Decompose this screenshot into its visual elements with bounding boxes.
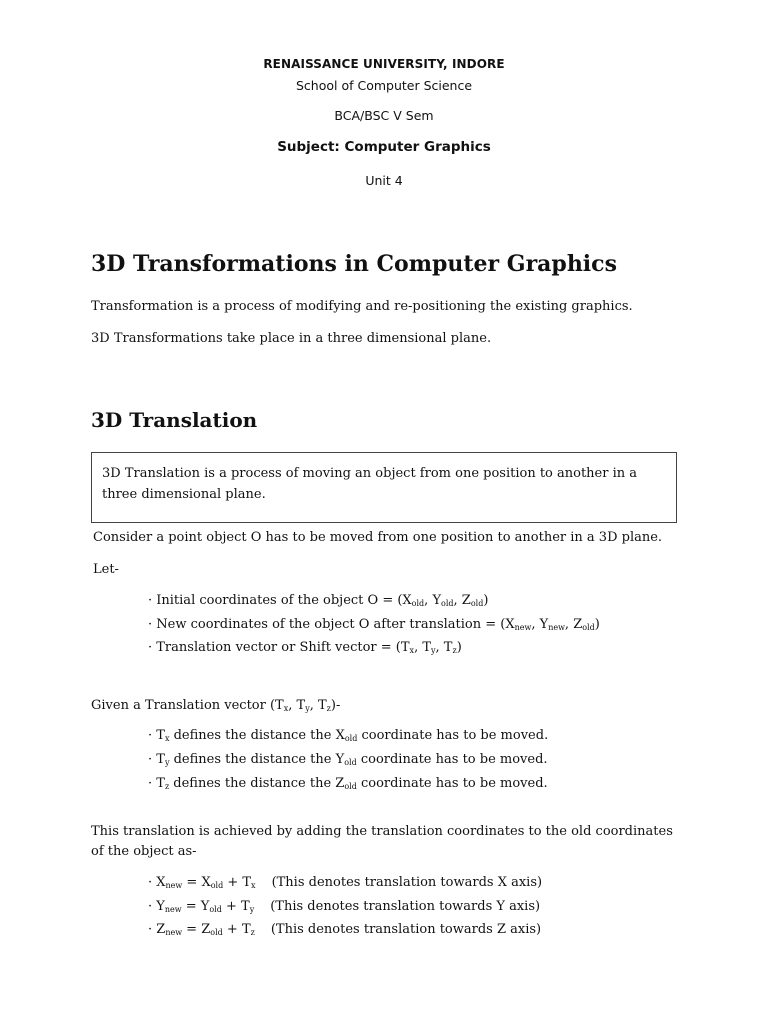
section-title: 3D Translation [91, 408, 258, 432]
list-item-new-coordinates: · New coordinates of the object O after translation = ($X_{new}$, $Y_{new}$, $Z_{old}$) [148, 617, 600, 632]
list-item-translation-vector: · Translation vector or Shift vector = ($T_x$, $T_y$, $T_z$) [148, 640, 462, 655]
intro-paragraph-2: 3D Transformations take place in a three dimensional plane. [91, 331, 492, 346]
equation-y: · $Y_{new} = Y_{old} + T_y$ (This denotes translation towards Y axis) [148, 899, 541, 914]
equation-y-note: (This denotes translation towards Y axis) [270, 899, 541, 914]
let-label: Let- [93, 562, 119, 577]
list-item-tx-definition: · $T_x$ defines the distance the $X_{old}$ coordinate has to be moved. [148, 728, 549, 743]
definition-box [91, 452, 677, 523]
equation-x-note: (This denotes translation towards X axis) [271, 875, 543, 890]
definition-text: 3D Translation is a process of moving an object from one position to another in a three dimensional plane. [102, 466, 638, 502]
subject-name: Subject: Computer Graphics [277, 139, 491, 155]
equation-z-note: (This denotes translation towards Z axis) [270, 922, 542, 937]
unit-label: Unit 4 [365, 173, 403, 188]
equation-z: · $Z_{new} = Z_{old} + T_z$ (This denotes translation towards Z axis) [148, 922, 542, 937]
list-item-tz-definition: · $T_z$ defines the distance the $Z_{old}$ coordinate has to be moved. [148, 776, 548, 791]
consider-paragraph: Consider a point object O has to be moved from one position to another in a 3D plane. [93, 530, 663, 545]
school-name: School of Computer Science [295, 78, 473, 93]
achieved-paragraph: This translation is achieved by adding the translation coordinates to the old coordinates of the object as- [91, 824, 673, 859]
given-paragraph: Given a Translation vector ($T_x$, $T_y$, $T_z)-$ [91, 698, 341, 713]
course-name: BCA/BSC V Sem [334, 108, 434, 123]
equation-x: · $X_{new} = X_{old} + T_x$ (This denotes translation towards X axis) [148, 875, 543, 890]
intro-paragraph-1: Transformation is a process of modifying and re-positioning the existing graphics. [91, 299, 633, 314]
page-title: 3D Transformations in Computer Graphics [91, 251, 617, 277]
list-item-ty-definition: · $T_y$ defines the distance the $Y_{old}$ coordinate has to be moved. [148, 752, 548, 767]
list-item-initial-coordinates: · Initial coordinates of the object $O = (X_{old}$, $Y_{old}$, $Z_{old}$) [148, 593, 489, 608]
university-name: RENAISSANCE UNIVERSITY, INDORE [263, 57, 505, 71]
